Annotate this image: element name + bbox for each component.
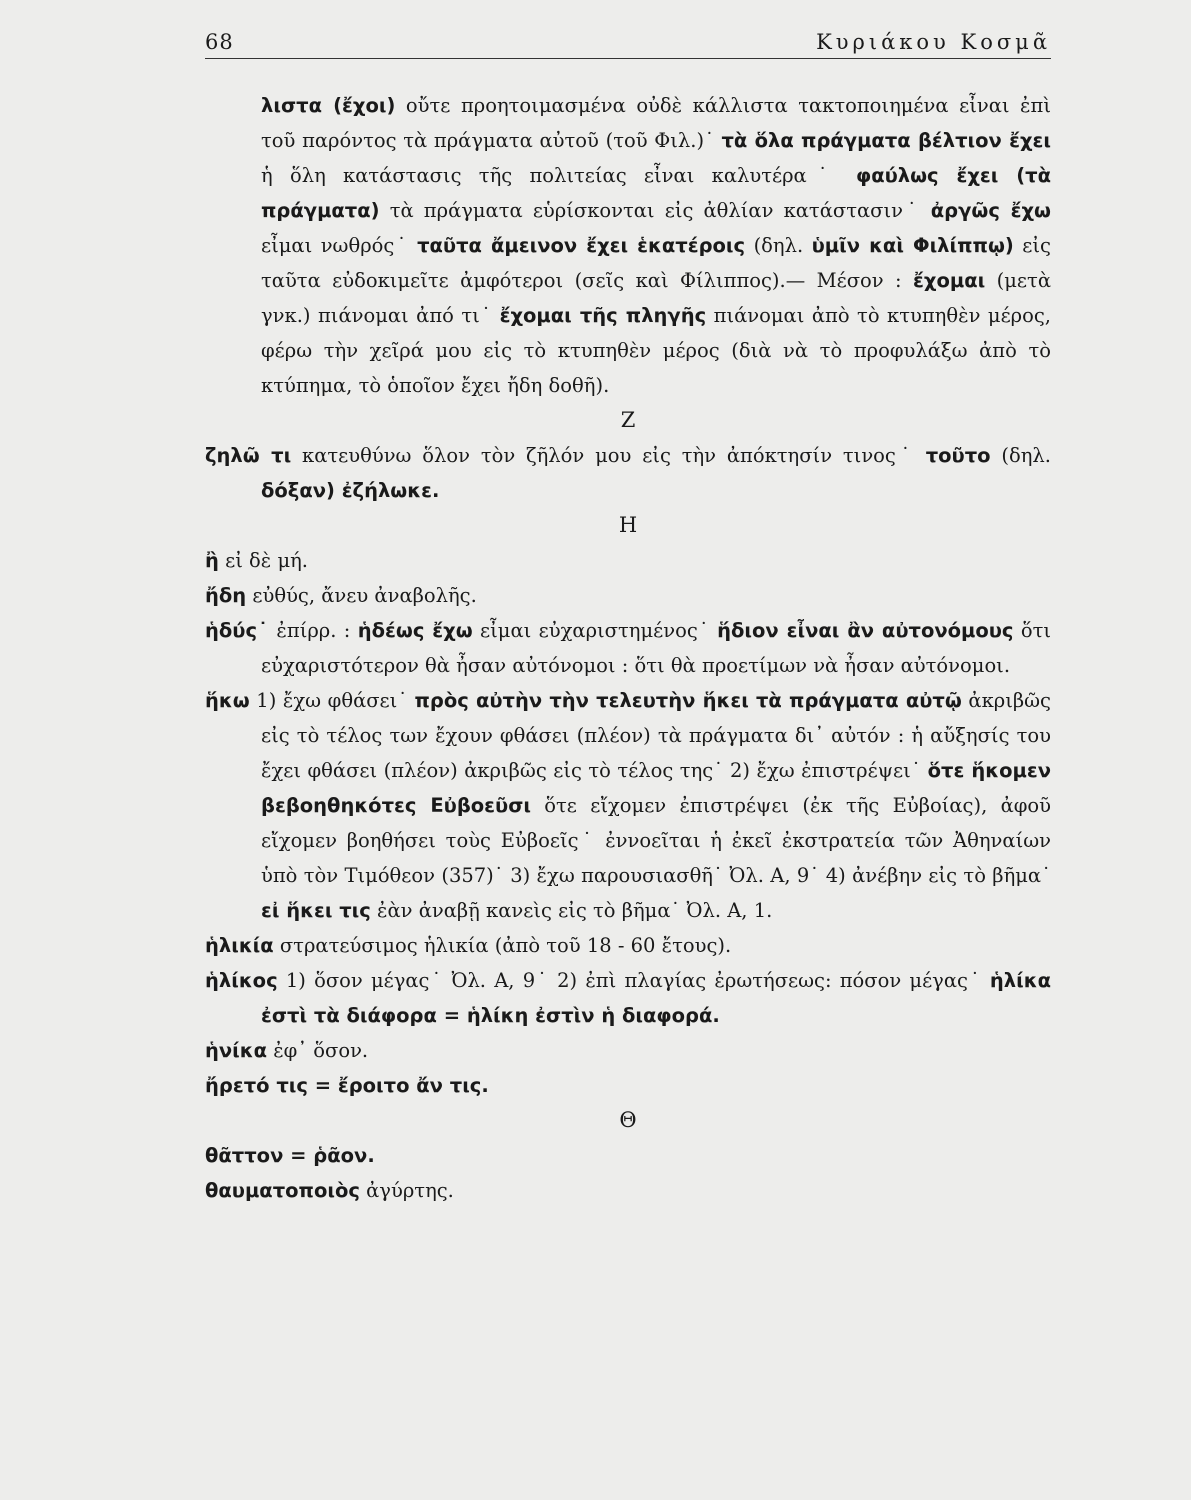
entry-elikos [205,963,1051,1033]
definition-text: εἶμαι εὐχαριστημένος˙ [472,619,718,642]
definition-text: (δηλ. [745,234,812,257]
page-header [205,28,1051,59]
headword: ζηλῶ τι [205,444,292,467]
headword: ἥκω [205,689,250,712]
entry-elikia [205,928,1051,963]
running-head: Κυριάκου Κοσμᾶ [816,30,1051,54]
definition-text: εἶμαι νωθρός˙ [261,234,418,257]
entry-zelo [205,438,1051,508]
letter-heading-zeta: Ζ [620,408,636,432]
entry-echo-continuation [205,88,1051,403]
entry-edys [205,613,1051,683]
phrase: ὑμῖν καὶ Φιλίππῳ) [811,234,1014,257]
definition-text: 1) ἔχω φθάσει˙ [249,689,415,712]
definition-text: τὰ πράγματα εὑρίσκονται εἰς ἀθλίαν κατάστασιν˙ [379,199,931,222]
phrase: ἡδέως ἔχω [357,619,473,642]
phrase: ἔχομαι [913,269,986,292]
definition-text: κατευθύνω ὅλον τὸν ζῆλόν μου εἰς τὴν ἀπόκτησίν τινος˙ [291,444,926,467]
phrase: δόξαν) ἐζήλωκε. [261,479,440,502]
definition-text: (δηλ. [990,444,1051,467]
definition-text: ἐπίρρ. : [269,619,358,642]
entry-e [205,543,1051,578]
definition-text: ἐφ᾽ ὅσον. [267,1039,369,1062]
definition-text: ὅτε εἴχομεν ἐπιστρέψει (ἐκ τῆς Εὐβοίας), ἀφοῦ εἴχομεν βοηθήσει τοὺς Εὐβοεῖς˙ ἐννοεῖται ἡ ἐκεῖ ἐκστρατεία τῶν Ἀθηναίων ὑπὸ τὸν Τιμόθεον (357)˙ 3) ἔχω παρουσιασθῆ˙ Ὀλ. Α, 9˙ 4) ἀνέβην εἰς τὸ βῆμα˙ [261,794,1051,887]
entry-ereto [205,1068,1051,1103]
headword: ἤρετό τις = ἔροιτο ἄν τις. [205,1074,489,1097]
page-number: 68 [205,30,234,54]
phrase: τοῦτο [925,444,991,467]
definition-text: 1) ὅσον μέγας˙ Ὀλ. Α, 9˙ 2) ἐπὶ πλαγίας ἐρωτήσεως: πόσον μέγας˙ [277,969,990,992]
definition-text: στρατεύσιμος ἡλικία (ἀπὸ τοῦ 18 - 60 ἔτους). [273,934,732,957]
entry-ede [205,578,1051,613]
headword: ἤδη [205,584,247,607]
entry-thatton [205,1138,1051,1173]
headword: ἡλικία [205,934,274,957]
page-content [205,88,1051,1208]
letter-heading-theta: Θ [619,1108,637,1132]
phrase: φαύλως ἔχει (τὰ πράγματα) [261,164,1051,222]
letter-heading-eta: Η [618,513,638,537]
phrase: εἰ ἥκει τις [261,899,371,922]
phrase: ὅτε ἥκομεν βεβοηθηκότες Εὐβοεῦσι [261,759,1051,817]
definition-text: εὐθύς, ἄνευ ἀναβολῆς. [246,584,477,607]
entry-enika [205,1033,1051,1068]
phrase: ταῦτα ἄμεινον ἔχει ἑκατέροις [417,234,746,257]
definition-text: ἐὰν ἀναβῇ κανεὶς εἰς τὸ βῆμα˙ Ὀλ. Α, 1. [370,899,773,922]
definition-text: (μετὰ γνκ.) πιάνομαι ἀπό τι˙ [261,269,1051,327]
definition-text: ἀκριβῶς εἰς τὸ τέλος των ἔχουν φθάσει (πλέον) τὰ πράγματα δι᾽ αὐτόν : ἡ αὔξησίς του ἔχει φθάσει (πλέον) ἀκριβῶς εἰς τὸ τέλος της˙ 2) ἔχω ἐπιστρέψει˙ [261,689,1051,782]
phrase: ἥδιον εἶναι ἂν αὐτονόμους [717,619,1014,642]
definition-text: οὔτε προητοιμασμένα οὐδὲ κάλλιστα τακτοποιημένα εἶναι ἐπὶ τοῦ παρόντος τὰ πράγματα αὐτοῦ (τοῦ Φιλ.)˙ [261,94,1051,152]
definition-text: πιάνομαι ἀπὸ τὸ κτυπηθὲν μέρος, φέρω τὴν χεῖρά μου εἰς τὸ κτυπηθὲν μέρος (διὰ νὰ τὸ προφυλάξω ἀπὸ τὸ κτύπημα, τὸ ὁποῖον ἔχει ἤδη δοθῆ). [261,304,1052,397]
headword: ἡνίκα [205,1039,268,1062]
phrase: ἀργῶς ἔχω [930,199,1051,222]
headword: ἡλίκος [205,969,278,992]
entry-eko [205,683,1051,928]
entry-thaumatopoios [205,1173,1051,1208]
phrase: ἡλίκα ἐστὶ τὰ διάφορα = ἡλίκη ἐστὶν ἡ διαφορά. [261,969,1051,1027]
phrase: ἔχομαι τῆς πληγῆς [499,304,707,327]
headword: θαυματοποιὸς [205,1179,360,1202]
headword: θᾶττον = ῥᾶον. [205,1144,375,1167]
phrase: τὰ ὅλα πράγματα βέλτιον ἔχει [721,129,1051,152]
definition-text: εἰ δὲ μή. [218,549,308,572]
definition-text: εἰς ταῦτα εὐδοκιμεῖτε ἀμφότεροι (σεῖς καὶ Φίλιππος).— Μέσον : [261,234,1051,292]
headword: ἢ [205,549,219,572]
definition-text: ἀγύρτης. [359,1179,454,1202]
definition-text: ἡ ὅλη κατάστασις τῆς πολιτείας εἶναι καλυτέρα˙ [261,164,856,187]
phrase: πρὸς αὐτὴν τὴν τελευτὴν ἥκει τὰ πράγματα αὐτῷ [414,689,962,712]
headword: ἡδύς˙ [205,619,270,642]
definition-text: ὅτι εὐχαριστότερον θὰ ἦσαν αὐτόνομοι : ὅτι θὰ προετίμων νὰ ἦσαν αὐτόνομοι. [261,619,1052,677]
headword: λιστα (ἔχοι) [261,94,396,117]
